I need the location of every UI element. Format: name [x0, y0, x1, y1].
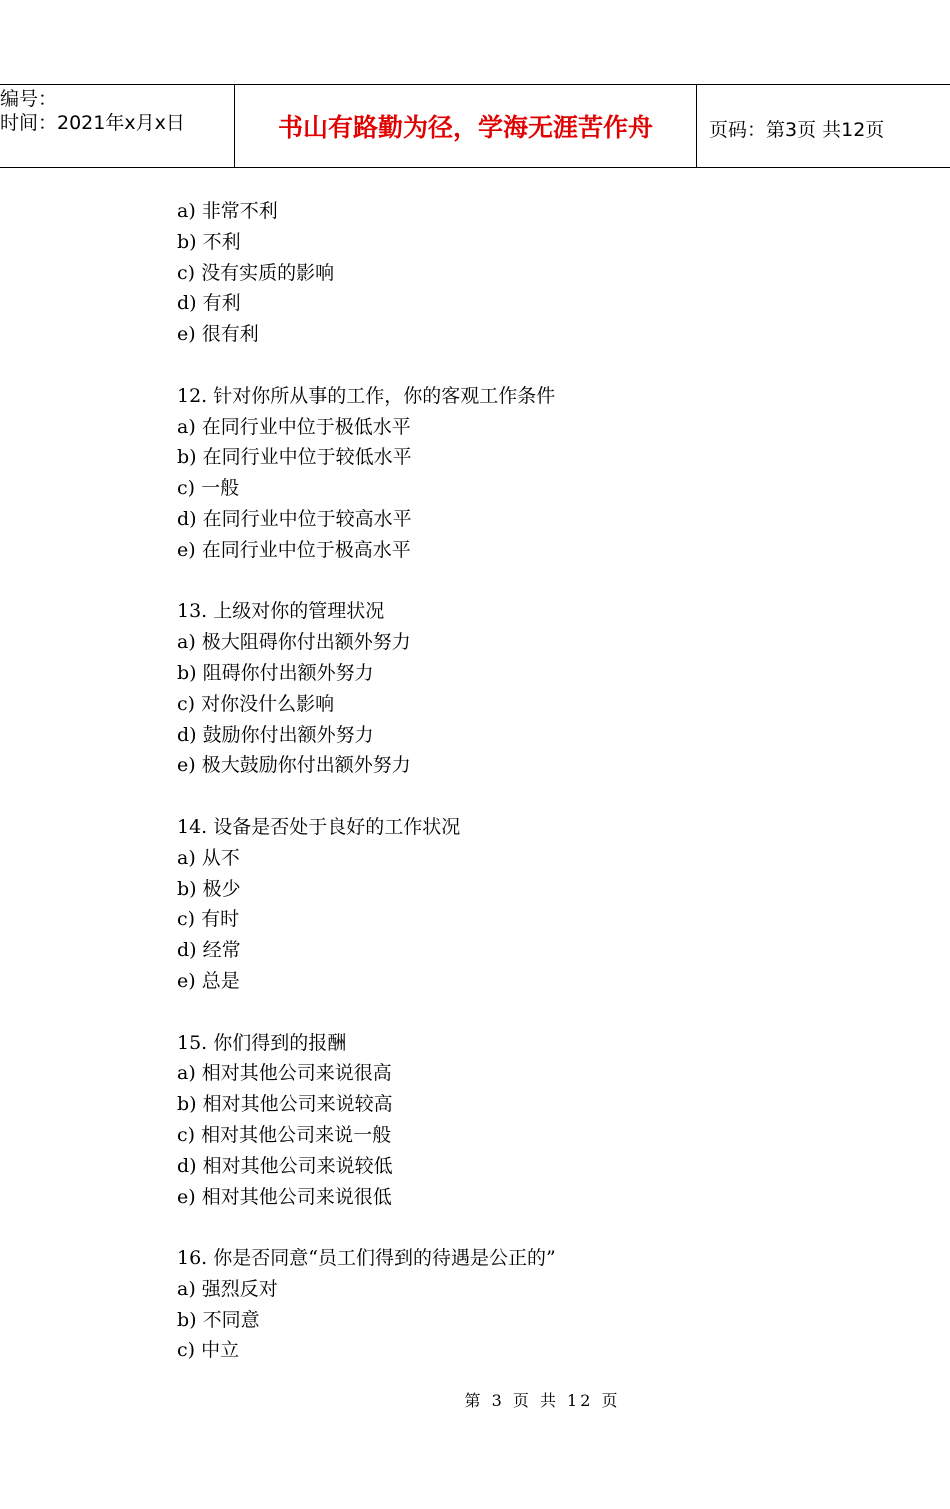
question-text: 16. 你是否同意“员工们得到的待遇是公正的”: [177, 1247, 556, 1270]
option-line: c) 有时: [177, 908, 240, 931]
questionnaire-body: [177, 196, 877, 1366]
option-line: e) 很有利: [177, 323, 259, 346]
document-number-label: 编号：: [0, 88, 58, 110]
header-page-cell: [697, 85, 950, 167]
question-14: [177, 812, 877, 997]
option-line: e) 在同行业中位于极高水平: [177, 538, 411, 561]
question-text: 12. 针对你所从事的工作，你的客观工作条件: [177, 384, 556, 407]
question-12: [177, 381, 877, 566]
option-line: b) 极少: [177, 877, 241, 900]
spacer: [177, 781, 877, 812]
header-page-info: 页码：第3页 共12页: [709, 119, 885, 141]
option-line: d) 相对其他公司来说较低: [177, 1154, 393, 1177]
option-line: a) 极大阻碍你付出额外努力: [177, 631, 411, 654]
question-16: [177, 1243, 877, 1366]
header-motto: 书山有路勤为径，学海无涯苦作舟: [235, 85, 697, 167]
question-13: [177, 596, 877, 781]
option-line: a) 在同行业中位于极低水平: [177, 415, 411, 438]
page-header: [0, 84, 950, 168]
option-line: d) 在同行业中位于较高水平: [177, 507, 412, 530]
header-meta-cell: [0, 85, 235, 167]
question-text: 13. 上级对你的管理状况: [177, 600, 385, 623]
option-line: c) 相对其他公司来说一般: [177, 1123, 392, 1146]
option-line: d) 有利: [177, 292, 241, 315]
option-line: e) 极大鼓励你付出额外努力: [177, 754, 411, 777]
option-line: b) 阻碍你付出额外努力: [177, 661, 374, 684]
spacer: [177, 566, 877, 597]
option-line: b) 不同意: [177, 1308, 260, 1331]
option-line: d) 鼓励你付出额外努力: [177, 723, 374, 746]
option-line: b) 在同行业中位于较低水平: [177, 446, 412, 469]
option-line: c) 对你没什么影响: [177, 692, 335, 715]
option-line: c) 中立: [177, 1339, 240, 1362]
option-line: b) 不利: [177, 230, 241, 253]
option-line: e) 总是: [177, 969, 240, 992]
spacer: [177, 350, 877, 381]
option-line: c) 一般: [177, 477, 240, 500]
question-text: 14. 设备是否处于良好的工作状况: [177, 815, 461, 838]
spacer: [177, 1212, 877, 1243]
option-line: a) 从不: [177, 846, 240, 869]
question-15: [177, 1028, 877, 1213]
option-line: a) 非常不利: [177, 200, 278, 222]
option-line: a) 强烈反对: [177, 1277, 278, 1300]
option-line: e) 相对其他公司来说很低: [177, 1185, 392, 1208]
document-date-label: 时间：2021年x月x日: [0, 112, 185, 134]
option-line: a) 相对其他公司来说很高: [177, 1062, 392, 1085]
spacer: [177, 997, 877, 1028]
question-11-options: [177, 196, 877, 350]
page-footer: 第 3 页 共 12 页: [464, 1391, 621, 1410]
question-text: 15. 你们得到的报酬: [177, 1031, 347, 1054]
option-line: b) 相对其他公司来说较高: [177, 1093, 393, 1116]
option-line: d) 经常: [177, 939, 241, 962]
option-line: c) 没有实质的影响: [177, 261, 335, 284]
